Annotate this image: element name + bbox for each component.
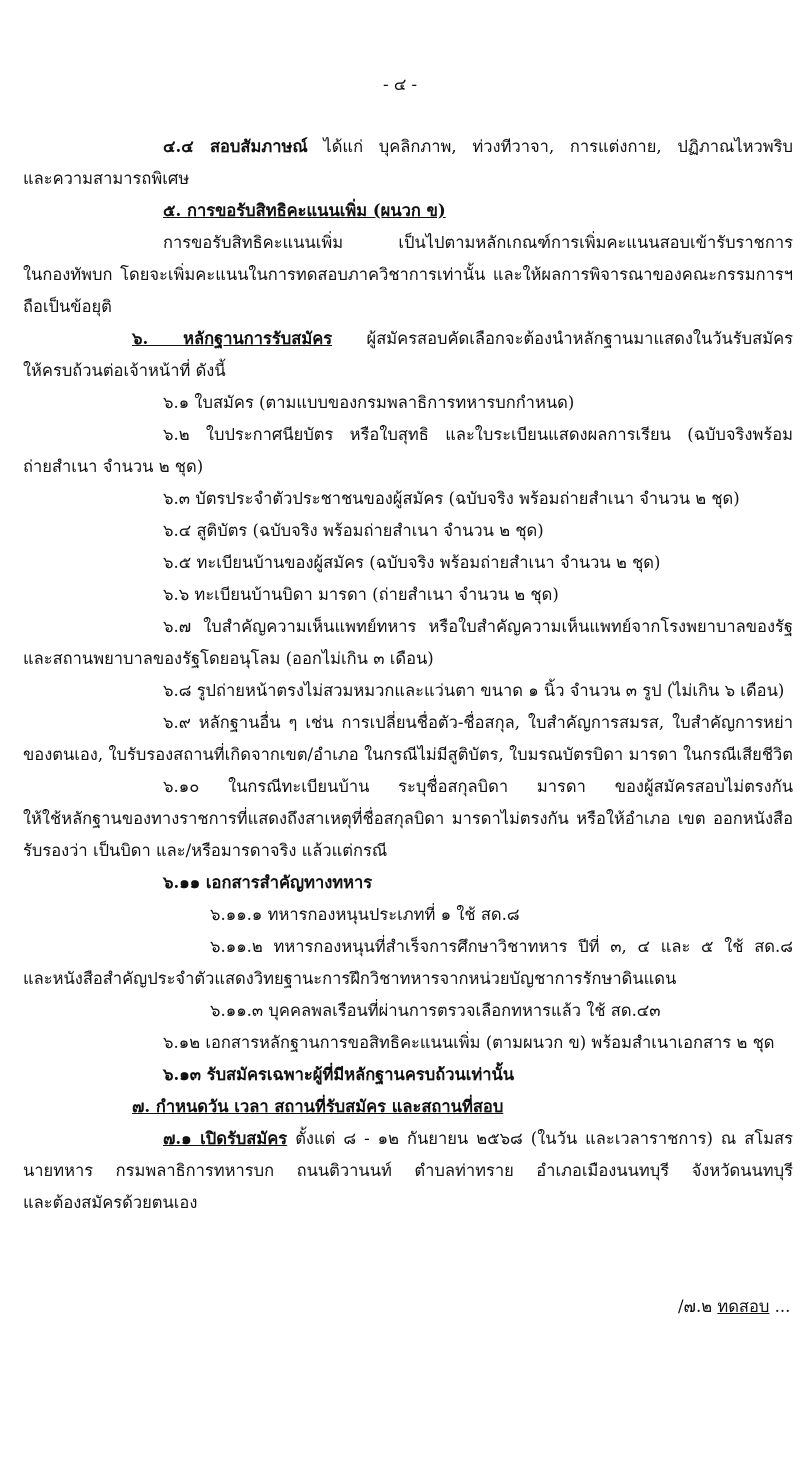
item-6-4: ๖.๔ สูติบัตร (ฉบับจริง พร้อมถ่ายสำเนา จำนวน ๒ ชุด) xyxy=(163,521,544,540)
item-6-11-1: ๖.๑๑.๑ ทหารกองหนุนประเภทที่ ๑ ใช้ สด.๘ xyxy=(210,905,520,924)
item-7-1-line2: นายทหาร กรมพลาธิการทหารบก ถนนติวานนท์ ตำบลท่าทราย อำเภอเมืองนนทบุรี จังหวัดนนทบุรี xyxy=(23,1161,793,1180)
item-6-6: ๖.๖ ทะเบียนบ้านบิดา มารดา (ถ่ายสำเนา จำนวน ๒ ชุด) xyxy=(163,585,559,604)
page-number: - ๔ - xyxy=(383,75,418,94)
section-4-4-line2: และความสามารถพิเศษ xyxy=(23,169,190,188)
item-6-11: ๖.๑๑ เอกสารสำคัญทางทหาร xyxy=(163,873,373,892)
section-6-intro xyxy=(132,328,793,350)
item-6-7-line2: และสถานพยาบาลของรัฐโดยอนุโลม (ออกไม่เกิน ๓ เดือน) xyxy=(23,649,434,668)
section-4-4-heading: ๔.๔ สอบสัมภาษณ์ xyxy=(163,137,308,156)
item-7-1-text: ตั้งแต่ ๘ - ๑๒ กันยายน ๒๕๖๘ (ในวัน และเวลาราชการ) ณ สโมสร xyxy=(295,1129,793,1148)
section-4-4 xyxy=(163,136,793,158)
continuation-footer xyxy=(678,1296,790,1318)
section-4-4-text: ได้แก่ บุคลิกภาพ, ท่วงทีวาจา, การแต่งกาย, ปฏิภาณไหวพริบ xyxy=(323,137,793,156)
item-7-1-line1 xyxy=(163,1128,793,1150)
section-5-line1: การขอรับสิทธิคะแนนเพิ่ม เป็นไปตามหลักเกณฑ์การเพิ่มคะแนนสอบเข้ารับราชการ xyxy=(163,233,793,252)
section-6-intro-text: ผู้สมัครสอบคัดเลือกจะต้องนำหลักฐานมาแสดงในวันรับสมัคร xyxy=(366,329,793,348)
item-6-2-line1: ๖.๒ ใบประกาศนียบัตร หรือใบสุทธิ และใบระเบียนแสดงผลการเรียน (ฉบับจริงพร้อม xyxy=(163,425,793,444)
item-6-5: ๖.๕ ทะเบียนบ้านของผู้สมัคร (ฉบับจริง พร้อมถ่ายสำเนา จำนวน ๒ ชุด) xyxy=(163,553,661,572)
item-6-11-2-line1: ๖.๑๑.๒ ทหารกองหนุนที่สำเร็จการศึกษาวิชาทหาร ปีที่ ๓, ๔ และ ๕ ใช้ สด.๘ xyxy=(210,937,793,956)
item-6-13: ๖.๑๓ รับสมัครเฉพาะผู้ที่มีหลักฐานครบถ้วนเท่านั้น xyxy=(163,1065,515,1084)
item-6-10-line3: รับรองว่า เป็นบิดา และ/หรือมารดาจริง แล้วแต่กรณี xyxy=(23,841,388,860)
item-6-1: ๖.๑ ใบสมัคร (ตามแบบของกรมพลาธิการทหารบกกำหนด) xyxy=(163,393,575,412)
footer-next-heading: ทดสอบ xyxy=(717,1297,770,1316)
item-7-1-heading: ๗.๑ เปิดรับสมัคร xyxy=(163,1129,288,1148)
item-6-9-line2: ของตนเอง, ใบรับรองสถานที่เกิดจากเขต/อำเภอ ในกรณีไม่มีสูติบัตร, ใบมรณบัตรบิดา มารดา ในกรณีเสียชีวิต xyxy=(23,745,793,764)
item-6-11-2-line2: และหนังสือสำคัญประจำตัวแสดงวิทยฐานะการฝึกวิชาทหารจากหน่วยบัญชาการรักษาดินแดน xyxy=(23,969,677,988)
section-5-line2: ในกองทัพบก โดยจะเพิ่มคะแนนในการทดสอบภาควิชาการเท่านั้น และให้ผลการพิจารณาของคณะกรรมการฯ xyxy=(23,265,793,284)
footer-prefix: /๗.๒ xyxy=(678,1297,713,1316)
item-6-12: ๖.๑๒ เอกสารหลักฐานการขอสิทธิคะแนนเพิ่ม (ตามผนวก ข) พร้อมสำเนาเอกสาร ๒ ชุด xyxy=(163,1033,775,1052)
item-6-2-line2: ถ่ายสำเนา จำนวน ๒ ชุด) xyxy=(23,457,204,476)
item-6-11-3: ๖.๑๑.๓ บุคคลพลเรือนที่ผ่านการตรวจเลือกทหารแล้ว ใช้ สด.๔๓ xyxy=(210,1001,661,1020)
item-7-1-line3: และต้องสมัครด้วยตนเอง xyxy=(23,1193,198,1212)
item-6-3: ๖.๓ บัตรประจำตัวประชาชนของผู้สมัคร (ฉบับจริง พร้อมถ่ายสำเนา จำนวน ๒ ชุด) xyxy=(163,489,740,508)
section-6-heading: ๖. หลักฐานการรับสมัคร xyxy=(132,329,333,348)
item-6-7-line1: ๖.๗ ใบสำคัญความเห็นแพทย์ทหาร หรือใบสำคัญความเห็นแพทย์จากโรงพยาบาลของรัฐ xyxy=(163,617,793,636)
item-6-9-line1: ๖.๙ หลักฐานอื่น ๆ เช่น การเปลี่ยนชื่อตัว-ชื่อสกุล, ใบสำคัญการสมรส, ใบสำคัญการหย่า xyxy=(163,713,793,732)
item-6-10-line2: ให้ใช้หลักฐานของทางราชการที่แสดงถึงสาเหตุที่ชื่อสกุลบิดา มารดาไม่ตรงกัน หรือให้อำเภอ เขต ออกหนังสือ xyxy=(23,809,793,828)
item-6-10-line1: ๖.๑๐ ในกรณีทะเบียนบ้าน ระบุชื่อสกุลบิดา มารดา ของผู้สมัครสอบไม่ตรงกัน xyxy=(163,777,793,796)
section-7-heading: ๗. กำหนดวัน เวลา สถานที่รับสมัคร และสถานที่สอบ xyxy=(132,1097,504,1116)
section-6-intro-line2: ให้ครบถ้วนต่อเจ้าหน้าที่ ดังนี้ xyxy=(23,361,226,380)
section-5-line3: ถือเป็นข้อยุติ xyxy=(23,297,112,316)
section-5-heading: ๕. การขอรับสิทธิคะแนนเพิ่ม (ผนวก ข) xyxy=(163,201,446,220)
item-6-8: ๖.๘ รูปถ่ายหน้าตรงไม่สวมหมวกและแว่นตา ขนาด ๑ นิ้ว จำนวน ๓ รูป (ไม่เกิน ๖ เดือน) xyxy=(163,681,785,700)
footer-ellipsis: ... xyxy=(769,1297,791,1316)
